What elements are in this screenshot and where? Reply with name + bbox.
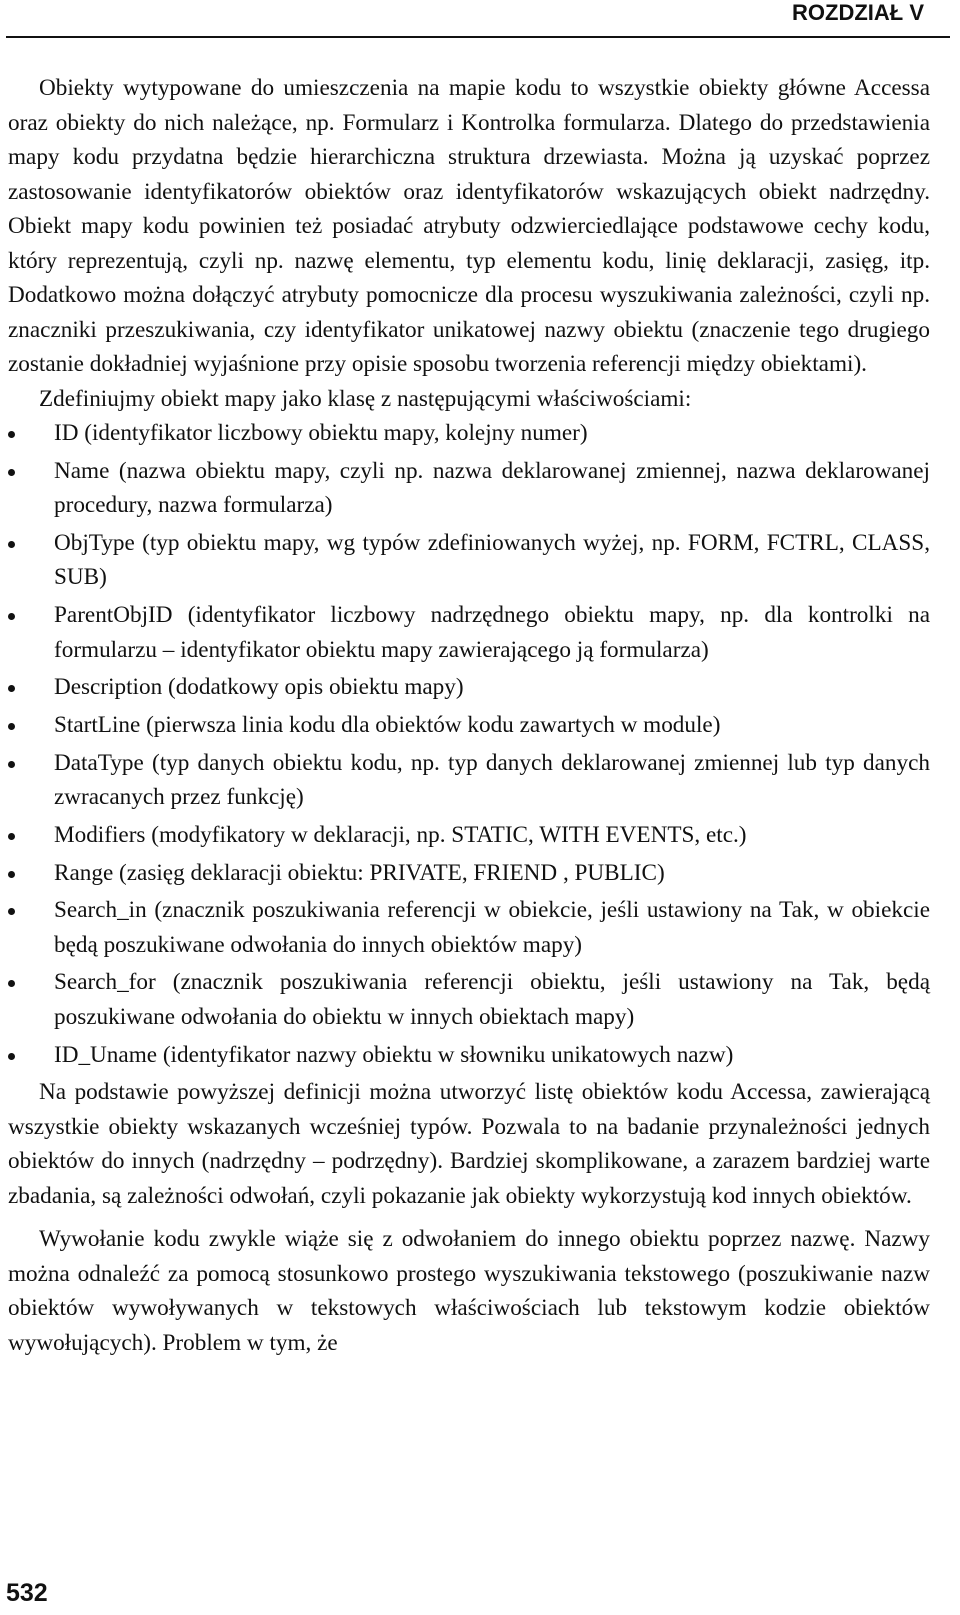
bullet-icon	[8, 871, 15, 878]
page-content	[8, 71, 930, 1360]
bullet-icon	[8, 1053, 15, 1060]
list-item	[8, 454, 930, 523]
bullet-icon	[8, 723, 15, 730]
list-item-text: ObjType (typ obiektu mapy, wg typów zdefiniowanych wyżej, np. FORM, FCTRL, CLASS, SUB)	[54, 529, 930, 591]
page-number: 532	[6, 1579, 48, 1607]
definition-lead-paragraph: Zdefiniujmy obiekt mapy jako klasę z następującymi właściwościami:	[39, 385, 692, 412]
bullet-icon	[8, 685, 15, 692]
intro-paragraph: Obiekty wytypowane do umieszczenia na mapie kodu to wszystkie obiekty główne Accessa oraz obiekty do nich należące, np. Formularz i Kontrolka formularza. Dlatego do przedstawienia mapy kodu przydatna będzie hierarchiczna struktura drzewiasta. Można ją uzyskać poprzez zastosowanie identyfikatorów obiektów oraz identyfikatorów wskazujących obiekt nadrzędny. Obiekt mapy kodu powinien też posiadać atrybuty odzwierciedlające podstawowe cechy kodu, który reprezentują, czyli np. nazwę elementu, typ elementu kodu, linię deklaracji, zasięg, itp. Dodatkowo można dołączyć atrybuty pomocnicze dla procesu wyszukiwania zależności, czyli np. znaczniki przeszukiwania, czy identyfikator unikatowej nazwy obiektu (znaczenie tego drugiego zostanie dokładniej wyjaśnione przy opisie sposobu tworzenia referencji między obiektami).	[8, 75, 930, 377]
header-rule	[6, 36, 950, 38]
list-item	[8, 526, 930, 595]
bullet-icon	[8, 613, 15, 620]
bullet-icon	[8, 431, 15, 438]
list-item-text: Search_in (znacznik poszukiwania referencji w obiekcie, jeśli ustawiony na Tak, w obiekcie będą poszukiwane odwołania do innych obiektów mapy)	[54, 897, 930, 958]
list-item-text: StartLine (pierwsza linia kodu dla obiektów kodu zawartych w module)	[54, 711, 721, 738]
list-item-text: Modifiers (modyfikatory w deklaracji, np. STATIC, WITH EVENTS, etc.)	[54, 821, 747, 848]
list-item	[8, 708, 930, 743]
bullet-icon	[8, 833, 15, 840]
list-item-text: ID_Uname (identyfikator nazwy obiektu w słowniku unikatowych nazw)	[54, 1041, 734, 1068]
list-item-text: Description (dodatkowy opis obiektu mapy)	[54, 674, 464, 701]
list-item-text: Range (zasięg deklaracji obiektu: PRIVATE, FRIEND , PUBLIC)	[54, 859, 665, 886]
bullet-icon	[8, 980, 15, 987]
page-header	[0, 0, 960, 38]
list-item-text: ID (identyfikator liczbowy obiektu mapy, kolejny numer)	[54, 420, 588, 446]
list-item	[8, 598, 930, 667]
list-item	[8, 893, 930, 962]
list-item-text: Name (nazwa obiektu mapy, czyli np. nazwa deklarowanej zmiennej, nazwa deklarowanej procedury, nazwa formularza)	[54, 457, 930, 519]
summary-paragraph: Na podstawie powyższej definicji można utworzyć listę obiektów kodu Accessa, zawierającą wszystkie obiekty wskazanych wcześniej typów. Pozwala to na badanie przynależności jednych obiektów do innych (nadrzędny – podrzędny). Bardziej skomplikowane, a zarazem bardziej warte zbadania, są zależności odwołań, czyli pokazanie jak obiekty wykorzystują kod innych obiektów.	[8, 1079, 930, 1209]
list-item	[8, 818, 930, 853]
list-item	[8, 670, 930, 705]
bullet-icon	[8, 908, 15, 915]
chapter-title: ROZDZIAŁ V	[792, 0, 924, 25]
list-item	[8, 746, 930, 815]
closing-paragraph: Wywołanie kodu zwykle wiąże się z odwołaniem do innego obiektu poprzez nazwę. Nazwy można odnaleźć za pomocą stosunkowo prostego wyszukiwania tekstowego (poszukiwanie nazw obiektów wywoływanych w tekstowych właściwościach lub tekstowym kodzie obiektów wywołujących). Problem w tym, że	[8, 1226, 930, 1356]
bullet-icon	[8, 541, 15, 548]
list-item	[8, 416, 930, 451]
list-item-text: Search_for (znacznik poszukiwania referencji obiektu, jeśli ustawiony na Tak, będą poszukiwane odwołania do obiektu w innych obiektach mapy)	[54, 969, 930, 1030]
properties-list	[8, 416, 930, 1072]
bullet-icon	[8, 761, 15, 768]
list-item-text: ParentObjID (identyfikator liczbowy nadrzędnego obiektu mapy, np. dla kontrolki na formularzu – identyfikator obiektu mapy zawierającego ją formularza)	[54, 602, 930, 663]
list-item	[8, 965, 930, 1034]
list-item-text: DataType (typ danych obiektu kodu, np. typ danych deklarowanej zmiennej lub typ danych zwracanych przez funkcję)	[54, 749, 930, 811]
list-item	[8, 1038, 930, 1073]
bullet-icon	[8, 469, 15, 476]
list-item	[8, 856, 930, 891]
